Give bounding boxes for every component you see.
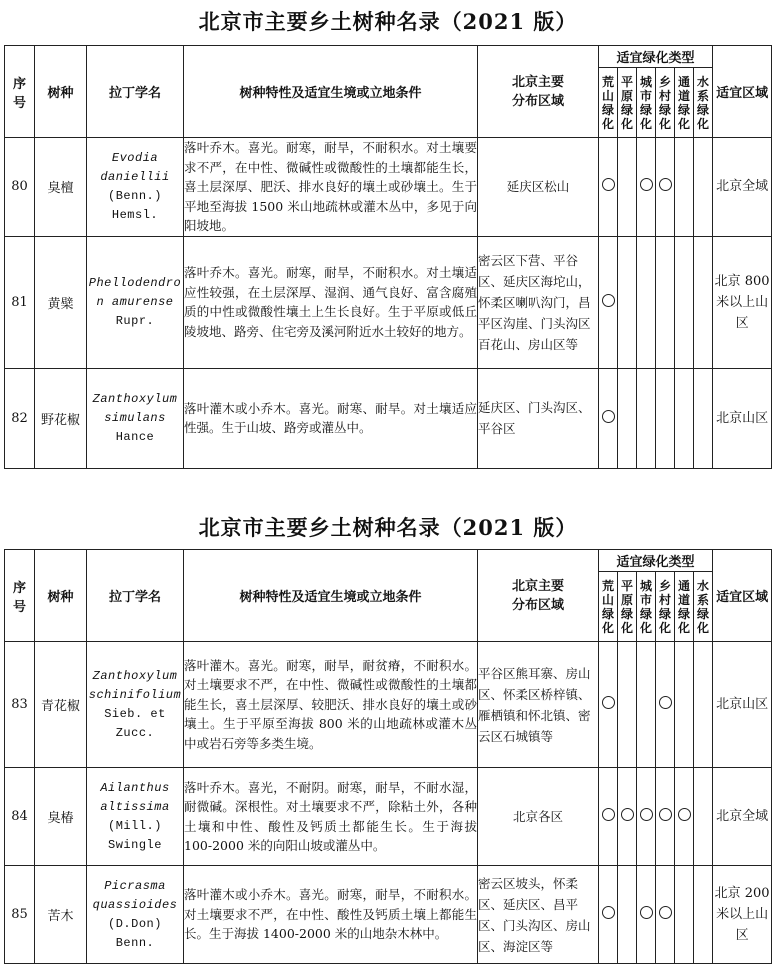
tree-traits: 落叶乔木。喜光，不耐阴。耐寒，耐旱，不耐水湿，耐微碱。深根性。对土壤要求不严，除粘土外，各种土壤和中性、酸性及钙质土都能生长。生于海拔 100-2000 米的向阳山坡或灌丛中。 — [184, 768, 478, 866]
suitable-circle-icon — [640, 906, 653, 919]
suitable-circle-icon — [659, 808, 672, 821]
header-seq: 序 号 — [5, 46, 35, 138]
header-name: 树种 — [35, 550, 87, 642]
suitable-circle-icon — [659, 178, 672, 191]
suitable-region: 北京全域 — [713, 768, 772, 866]
tree-traits: 落叶灌木。喜光。耐寒，耐旱，耐贫瘠，不耐积水。对土壤要求不严，在中性、微碱性或微酸性的土壤都能生长，喜土层深厚、较肥沃、排水良好的壤土或砂壤土。生于平原至海拔 800 米的山地疏林或灌木丛中或岩石旁等多类生境。 — [184, 642, 478, 768]
distribution-area: 延庆区松山 — [478, 138, 599, 237]
greening-type-cell — [675, 866, 694, 964]
tree-table-2 — [4, 549, 772, 964]
row-number: 81 — [5, 236, 35, 368]
suitable-region: 北京全域 — [713, 138, 772, 237]
greening-type-cell — [656, 642, 675, 768]
suitable-circle-icon — [659, 696, 672, 709]
row-number: 80 — [5, 138, 35, 237]
header-type-2: 城 市 绿 化 — [637, 572, 656, 642]
suitable-circle-icon — [602, 696, 615, 709]
tree-name: 苦木 — [35, 866, 87, 964]
greening-type-cell — [637, 368, 656, 468]
header-type-1: 平 原 绿 化 — [618, 68, 637, 138]
header-greening-types: 适宜绿化类型 — [599, 46, 713, 68]
greening-type-cell — [618, 866, 637, 964]
table-row — [5, 768, 772, 866]
header-traits: 树种特性及适宜生境或立地条件 — [184, 46, 478, 138]
suitable-region: 北京 200 米以上山区 — [713, 866, 772, 964]
table-row — [5, 642, 772, 768]
tree-name: 青花椒 — [35, 642, 87, 768]
page-title-1: 北京市主要乡土树种名录（2021 版） — [198, 9, 578, 34]
suitable-circle-icon — [659, 906, 672, 919]
greening-type-cell — [656, 138, 675, 237]
header-region: 适宜区域 — [713, 46, 772, 138]
header-type-0: 荒 山 绿 化 — [599, 68, 618, 138]
tree-name: 黄檗 — [35, 236, 87, 368]
greening-type-cell — [694, 866, 713, 964]
distribution-area: 延庆区、门头沟区、平谷区 — [478, 368, 599, 468]
latin-name: Picrasma quassioides (D.Don) Benn. — [87, 866, 184, 964]
distribution-area: 北京各区 — [478, 768, 599, 866]
greening-type-cell — [675, 642, 694, 768]
tree-name: 臭檀 — [35, 138, 87, 237]
greening-type-cell — [675, 236, 694, 368]
tree-name: 野花椒 — [35, 368, 87, 468]
suitable-circle-icon — [602, 906, 615, 919]
table-row — [5, 138, 772, 237]
greening-type-cell — [656, 866, 675, 964]
greening-type-cell — [675, 368, 694, 468]
greening-type-cell — [637, 866, 656, 964]
suitable-region: 北京 800 米以上山区 — [713, 236, 772, 368]
greening-type-cell — [618, 368, 637, 468]
header-type-3: 乡 村 绿 化 — [656, 572, 675, 642]
greening-type-cell — [656, 768, 675, 866]
page-title-2: 北京市主要乡土树种名录（2021 版） — [198, 515, 578, 540]
greening-type-cell — [618, 642, 637, 768]
header-type-2: 城 市 绿 化 — [637, 68, 656, 138]
greening-type-cell — [694, 138, 713, 237]
greening-type-cell — [656, 236, 675, 368]
greening-type-cell — [656, 368, 675, 468]
row-number: 82 — [5, 368, 35, 468]
suitable-circle-icon — [602, 808, 615, 821]
greening-type-cell — [675, 138, 694, 237]
latin-name: Evodia daniellii (Benn.) Hemsl. — [87, 138, 184, 237]
header-region: 适宜区域 — [713, 550, 772, 642]
greening-type-cell — [599, 138, 618, 237]
row-number: 85 — [5, 866, 35, 964]
table-row — [5, 236, 772, 368]
suitable-region: 北京山区 — [713, 642, 772, 768]
greening-type-cell — [618, 768, 637, 866]
greening-type-cell — [675, 768, 694, 866]
greening-type-cell — [599, 236, 618, 368]
greening-type-cell — [694, 236, 713, 368]
suitable-region: 北京山区 — [713, 368, 772, 468]
tree-name: 臭椿 — [35, 768, 87, 866]
header-type-5: 水 系 绿 化 — [694, 68, 713, 138]
greening-type-cell — [694, 768, 713, 866]
suitable-circle-icon — [640, 178, 653, 191]
header-distribution: 北京主要 分布区域 — [478, 550, 599, 642]
header-type-5: 水 系 绿 化 — [694, 572, 713, 642]
greening-type-cell — [599, 768, 618, 866]
header-type-0: 荒 山 绿 化 — [599, 572, 618, 642]
row-number: 84 — [5, 768, 35, 866]
distribution-area: 密云区坡头，怀柔区、延庆区、昌平区、门头沟区、房山区、海淀区等 — [478, 866, 599, 964]
suitable-circle-icon — [621, 808, 634, 821]
header-type-4: 通 道 绿 化 — [675, 572, 694, 642]
tree-traits: 落叶乔木。喜光。耐寒，耐旱，不耐积水。对土壤适应性较强，在土层深厚、湿润、通气良好、富含腐殖质的中性或微酸性壤土上生长良好。生于平原或低丘陵坡地、路旁、住宅旁及溪河附近水土较好的地方。 — [184, 236, 478, 368]
greening-type-cell — [694, 368, 713, 468]
header-type-3: 乡 村 绿 化 — [656, 68, 675, 138]
greening-type-cell — [637, 642, 656, 768]
header-latin: 拉丁学名 — [87, 550, 184, 642]
header-type-4: 通 道 绿 化 — [675, 68, 694, 138]
greening-type-cell — [618, 138, 637, 237]
suitable-circle-icon — [602, 178, 615, 191]
greening-type-cell — [599, 866, 618, 964]
header-traits: 树种特性及适宜生境或立地条件 — [184, 550, 478, 642]
greening-type-cell — [694, 642, 713, 768]
greening-type-cell — [618, 236, 637, 368]
tree-traits: 落叶乔木。喜光。耐寒，耐旱，不耐积水。对土壤要求不严，在中性、微碱性或微酸性的土壤都能生长，喜土层深厚、肥沃、排水良好的壤土或砂壤土。生于平地至海拔 1500 米山地疏林或灌木丛中，多见于向阳坡地。 — [184, 138, 478, 237]
tree-traits: 落叶灌木或小乔木。喜光。耐寒、耐旱。对土壤适应性强。生于山坡、路旁或灌丛中。 — [184, 368, 478, 468]
row-number: 83 — [5, 642, 35, 768]
header-distribution: 北京主要 分布区域 — [478, 46, 599, 138]
header-greening-types: 适宜绿化类型 — [599, 550, 713, 572]
header-name: 树种 — [35, 46, 87, 138]
latin-name: Ailanthus altissima (Mill.) Swingle — [87, 768, 184, 866]
latin-name: Zanthoxylum simulans Hance — [87, 368, 184, 468]
greening-type-cell — [637, 768, 656, 866]
greening-type-cell — [599, 368, 618, 468]
suitable-circle-icon — [678, 808, 691, 821]
header-latin: 拉丁学名 — [87, 46, 184, 138]
tree-traits: 落叶灌木或小乔木。喜光。耐寒，耐旱，不耐积水。对土壤要求不严，在中性、酸性及钙质土壤上都能生长。生于海拔 1400-2000 米的山地杂木林中。 — [184, 866, 478, 964]
suitable-circle-icon — [602, 410, 615, 423]
latin-name: Zanthoxylum schinifolium Sieb. et Zucc. — [87, 642, 184, 768]
header-type-1: 平 原 绿 化 — [618, 572, 637, 642]
table-row — [5, 368, 772, 468]
suitable-circle-icon — [602, 294, 615, 307]
greening-type-cell — [599, 642, 618, 768]
distribution-area: 密云区下营、平谷区、延庆区海坨山，怀柔区喇叭沟门，昌平区沟崖、门头沟区百花山、房山区等 — [478, 236, 599, 368]
suitable-circle-icon — [640, 808, 653, 821]
greening-type-cell — [637, 236, 656, 368]
table-row — [5, 866, 772, 964]
latin-name: Phellodendro n amurense Rupr. — [87, 236, 184, 368]
greening-type-cell — [637, 138, 656, 237]
distribution-area: 平谷区熊耳寨、房山区、怀柔区桥梓镇、雁栖镇和怀北镇、密云区石城镇等 — [478, 642, 599, 768]
header-seq: 序 号 — [5, 550, 35, 642]
tree-table-1 — [4, 45, 772, 469]
